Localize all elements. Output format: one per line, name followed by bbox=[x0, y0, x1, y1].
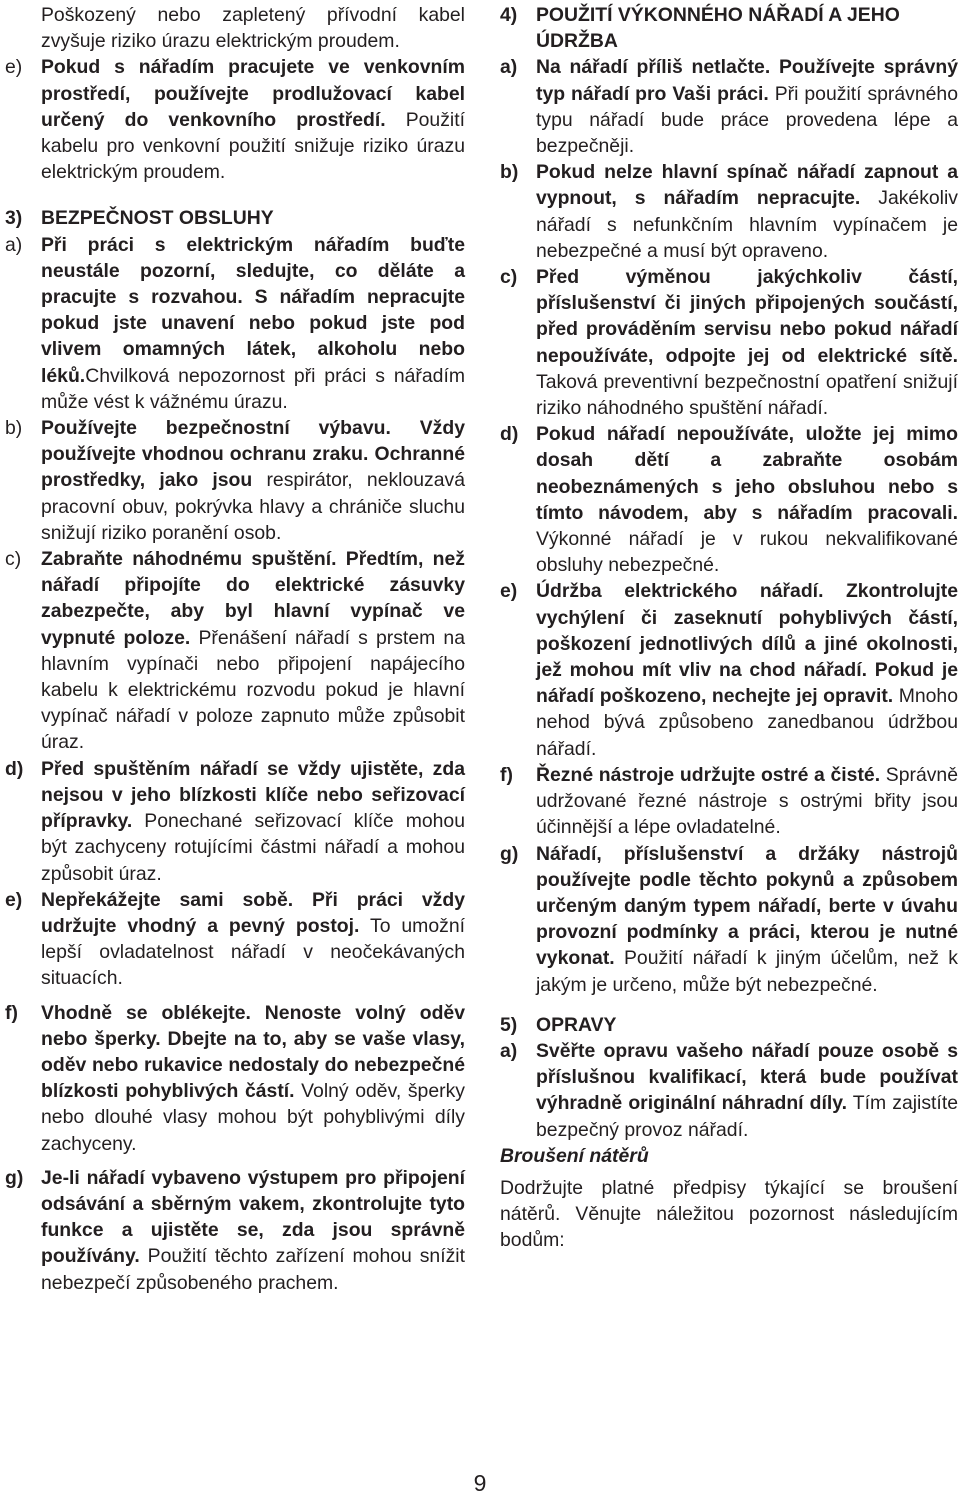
item-body bbox=[536, 762, 958, 841]
item-text: Volný oděv, šperky nebo dlouhé vlasy mohou být pohyblivými díly zachyceny. bbox=[41, 1080, 465, 1155]
item-left-e bbox=[5, 54, 465, 185]
item-bold-text: Pokud nářadí nepoužíváte, uložte jej mimo dosah dětí a zabraňte osobám neobeznámených s jeho obsluhou nebo s tímto návodem, aby s nářadím pracovali. bbox=[536, 423, 958, 524]
section-title: POUŽITÍ VÝKONNÉHO NÁŘADÍ A JEHO ÚDRŽBA bbox=[536, 4, 900, 53]
item-body bbox=[536, 1038, 958, 1143]
section-title: OPRAVY bbox=[536, 1013, 617, 1036]
item-marker: a) bbox=[5, 233, 23, 256]
item-bold-text: Před spuštěním nářadí se vždy ujistěte, zda nejsou v jeho blízkosti klíče nebo seřizovací přípravky. bbox=[41, 757, 465, 833]
item-marker: f) bbox=[500, 763, 513, 786]
item-marker: e) bbox=[500, 580, 518, 603]
item-marker: e) bbox=[5, 888, 23, 911]
item-marker: a) bbox=[500, 56, 518, 79]
right-column bbox=[500, 2, 958, 1254]
item-right-e bbox=[500, 578, 958, 761]
item-text: Chvilková nepozornost při práci s nářadím může vést k vážnému úrazu. bbox=[41, 364, 465, 413]
item-body bbox=[41, 54, 465, 185]
item-left-e2 bbox=[5, 887, 465, 992]
section-heading-5 bbox=[500, 1012, 958, 1038]
section-heading-4 bbox=[500, 2, 958, 54]
left-column bbox=[5, 2, 465, 1296]
item-body bbox=[536, 264, 958, 421]
subsection-paragraph: Dodržujte platné předpisy týkající se broušení nátěrů. Věnujte náležitou pozornost následujícím bodům: bbox=[500, 1176, 958, 1252]
item-body bbox=[41, 415, 465, 546]
item-marker: e) bbox=[5, 56, 23, 79]
item-text: To umožní lepší ovladatelnost nářadí v neočekávaných situacích. bbox=[41, 914, 465, 990]
item-bold-text: Vhodně se oblékejte. Nenoste volný oděv nebo šperky. Dbejte na to, aby se vaše vlasy, oděv nebo rukavice nedostaly do nebezpečné blízkosti pohyblivých částí. bbox=[41, 1001, 465, 1103]
item-body bbox=[536, 421, 958, 578]
section-number: 4) bbox=[500, 4, 518, 26]
item-left-d bbox=[5, 756, 465, 887]
item-left-c bbox=[5, 546, 465, 756]
item-text: Výkonné nářadí je v rukou nekvalifikované obsluhy nebezpečné. bbox=[536, 528, 958, 577]
item-bold-text: Pokud nelze hlavní spínač nářadí zapnout a vypnout, s nářadím nepracujte. bbox=[536, 161, 958, 210]
item-body bbox=[536, 578, 958, 761]
section-number: 3) bbox=[5, 207, 23, 230]
item-right-d bbox=[500, 421, 958, 578]
section-number: 5) bbox=[500, 1013, 518, 1036]
item-right-c bbox=[500, 264, 958, 421]
item-left-f bbox=[5, 1000, 465, 1157]
item-bold-text: Nepřekážejte sami sobě. Při práci vždy udržujte vhodný a pevný postoj. bbox=[41, 888, 465, 937]
item-body bbox=[41, 546, 465, 756]
item-right-b bbox=[500, 159, 958, 264]
item-bold-text: Nářadí, příslušenství a držáky nástrojů používejte podle těchto pokynů a způsobem určeným daným typem nářadí, berte v úvahu provozní podmínky a práci, kterou je nutné vykonat. bbox=[536, 842, 958, 970]
page-number: 9 bbox=[473, 1470, 487, 1496]
subsection-title: Broušení nátěrů bbox=[500, 1144, 649, 1167]
item-text: Použití těchto zařízení mohou snížit nebezpečí způsobeného prachem. bbox=[41, 1245, 465, 1294]
item-text: Správně udržované řezné nástroje s ostrými břity jsou účinnější a lépe ovladatelné. bbox=[536, 763, 958, 839]
item-text: respirátor, neklouzavá pracovní obuv, pokrývka hlavy a chrániče sluchu snižují riziko poranění osob. bbox=[41, 469, 466, 544]
item-text: Použití nářadí k jiným účelům, než k jakým je určeno, může být nebezpečné. bbox=[536, 947, 958, 996]
item-marker: c) bbox=[5, 548, 22, 571]
item-right-a bbox=[500, 54, 958, 159]
item-bold-text: Svěřte opravu vašeho nářadí pouze osobě s příslušnou kvalifikací, která bude používat výhradně originální náhradní díly. bbox=[536, 1039, 958, 1115]
item-right-g bbox=[500, 841, 958, 998]
item-bold-text: Údržba elektrického nářadí. Zkontrolujte vychýlení či zaseknutí pohyblivých částí, poškození jednotlivých dílů a jiné okolnosti, jež mohou mít vliv na chod nářadí. Pokud je nářadí poškozeno, nechejte jej opravit. bbox=[536, 580, 958, 708]
item-body bbox=[41, 887, 465, 992]
item-body bbox=[536, 54, 958, 159]
item-bold-text: Zabraňte náhodnému spuštění. Předtím, než nářadí připojíte do elektrické zásuvky zabezpečte, aby byl hlavní vypínač ve vypnuté poloze. bbox=[41, 548, 465, 649]
item-bold-text: Řezné nástroje udržujte ostré a čisté. bbox=[536, 763, 881, 786]
item-left-a bbox=[5, 232, 465, 415]
continued-paragraph: Poškozený nebo zapletený přívodní kabel zvyšuje riziko úrazu elektrickým proudem. bbox=[41, 4, 465, 53]
item-left-b bbox=[5, 415, 465, 546]
item-bold-text: Před výměnou jakýchkoliv částí, příslušenství či jiných připojených součástí, před prováděním servisu nebo pokud nářadí nepoužíváte, odpojte jej od elektrické sítě. bbox=[536, 266, 958, 367]
item-body bbox=[536, 841, 958, 998]
item-body bbox=[41, 1165, 465, 1296]
item-text: Při použití správného typu nářadí bude práce provedena lépe a bezpečněji. bbox=[536, 82, 958, 158]
item-bold-text: Používejte bezpečnostní výbavu. Vždy používejte vhodnou ochranu zraku. Ochranné prostředky, jako jsou bbox=[41, 417, 465, 492]
item-body bbox=[41, 756, 465, 887]
item-text: Použití kabelu pro venkovní použití snižuje riziko úrazu elektrickým proudem. bbox=[41, 108, 465, 184]
item-text: Tím zajistíte bezpečný provoz nářadí. bbox=[536, 1092, 958, 1141]
item-bold-text: Je-li nářadí vybaveno výstupem pro připojení odsávání a sběrným vakem, zkontrolujte tyto funkce a ujistěte se, zda jsou správně používány. bbox=[41, 1166, 465, 1268]
item-right-a5 bbox=[500, 1038, 958, 1143]
item-text: Mnoho nehod bývá způsobeno zanedbanou údržbou nářadí. bbox=[536, 685, 958, 760]
item-body bbox=[41, 1000, 465, 1157]
item-marker: b) bbox=[500, 161, 519, 184]
item-bold-text: Na nářadí příliš netlačte. Používejte správný typ nářadí pro Vaši práci. bbox=[536, 56, 958, 105]
item-body bbox=[41, 232, 465, 415]
item-body bbox=[536, 159, 958, 264]
item-bold-text: Pokud s nářadím pracujete ve venkovním prostředí, používejte prodlužovací kabel určený do venkovního prostředí. bbox=[41, 56, 465, 131]
item-right-f bbox=[500, 762, 958, 841]
item-marker: g) bbox=[5, 1166, 24, 1189]
item-text: Ponechané seřizovací klíče mohou být zachyceny rotujícími částmi nářadí a mohou způsobit úraz. bbox=[41, 810, 465, 885]
item-marker: f) bbox=[5, 1001, 18, 1024]
section-heading-3 bbox=[5, 205, 465, 231]
item-left-g bbox=[5, 1165, 465, 1296]
item-marker: c) bbox=[500, 266, 518, 289]
item-marker: g) bbox=[500, 842, 519, 865]
section-title: BEZPEČNOST OBSLUHY bbox=[41, 207, 274, 230]
item-bold-text: Při práci s elektrickým nářadím buďte neustále pozorní, sledujte, co děláte a pracujte s rozvahou. S nářadím nepracujte pokud jste unavení nebo pokud jste pod vlivem omamných látek, alkoholu nebo léků. bbox=[41, 233, 465, 387]
item-marker: a) bbox=[500, 1039, 518, 1062]
item-marker: d) bbox=[5, 757, 24, 780]
item-text: Přenášení nářadí s prstem na hlavním vypínači nebo připojení napájecího kabelu k elektrickému rozvodu pokud je hlavní vypínač nářadí v poloze zapnuto může způsobit úraz. bbox=[41, 626, 465, 754]
item-marker: d) bbox=[500, 423, 519, 446]
item-text: Jakékoliv nářadí s nefunkčním hlavním vypínačem je nebezpečné a musí být opraveno. bbox=[536, 187, 958, 262]
item-text: Taková preventivní bezpečnostní opatření snižují riziko náhodného spuštění nářadí. bbox=[536, 370, 958, 420]
item-marker: b) bbox=[5, 417, 23, 440]
